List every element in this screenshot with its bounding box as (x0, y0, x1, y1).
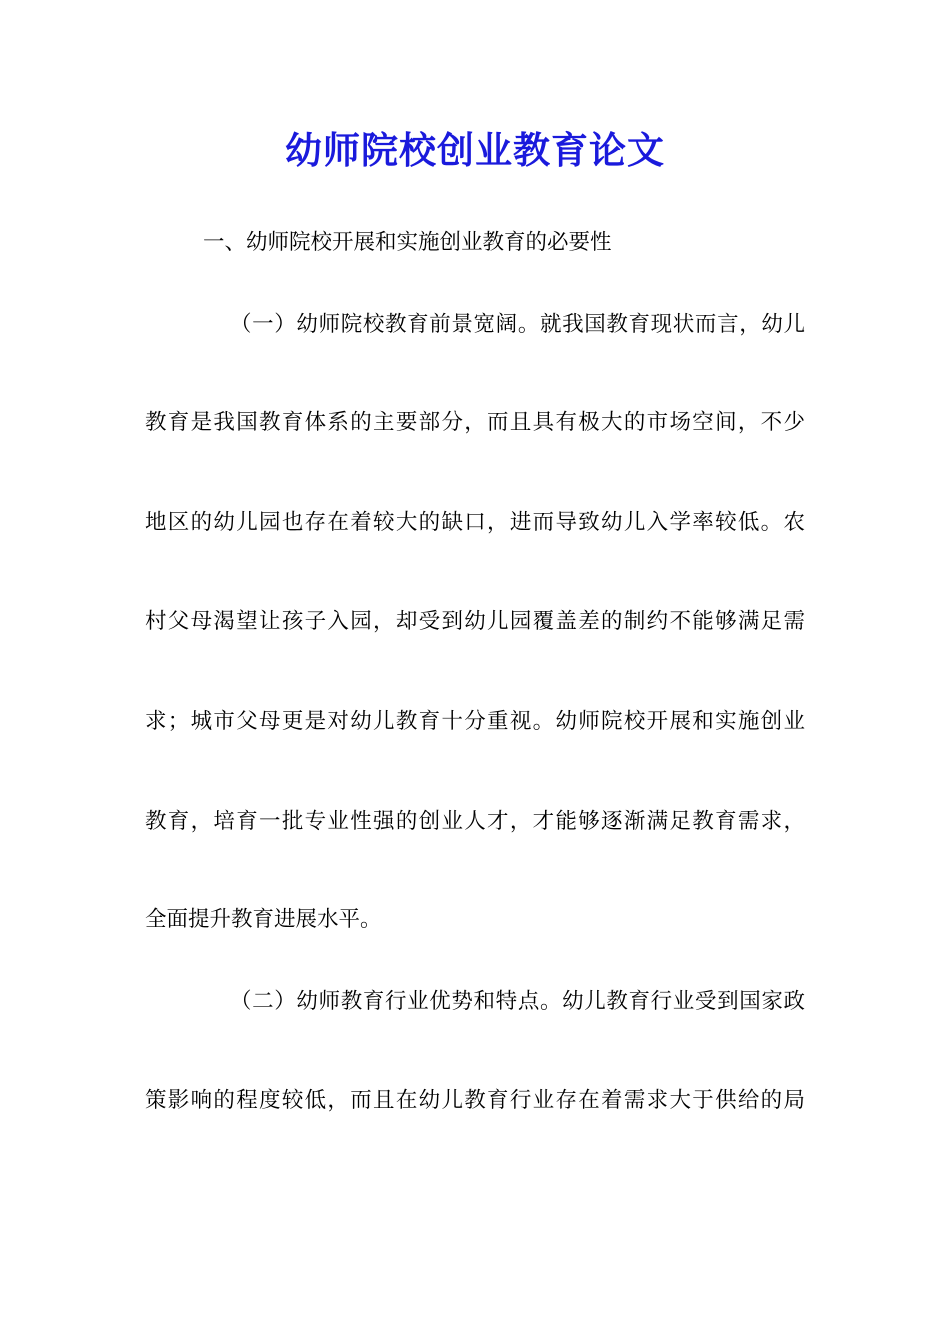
paragraph-line: 求；城市父母更是对幼儿教育十分重视。幼师院校开展和实施创业 (145, 709, 805, 734)
paragraph-line: （一）幼师院校教育前景宽阔。就我国教育现状而言，幼儿 (230, 312, 805, 337)
paragraph-line: 地区的幼儿园也存在着较大的缺口，进而导致幼儿入学率较低。农 (145, 510, 805, 535)
paragraph-line: 教育，培育一批专业性强的创业人才，才能够逐渐满足教育需求， (145, 809, 805, 834)
paragraph-line: 策影响的程度较低，而且在幼儿教育行业存在着需求大于供给的局 (145, 1088, 805, 1113)
section-heading: 一、幼师院校开展和实施创业教育的必要性 (203, 230, 612, 255)
paragraph-line: （二）幼师教育行业优势和特点。幼儿教育行业受到国家政 (230, 989, 805, 1014)
document-title: 幼师院校创业教育论文 (285, 128, 665, 172)
paragraph-line: 村父母渴望让孩子入园，却受到幼儿园覆盖差的制约不能够满足需 (145, 609, 805, 634)
paragraph-line: 全面提升教育进展水平。 (145, 907, 382, 932)
paragraph-line: 教育是我国教育体系的主要部分，而且具有极大的市场空间，不少 (145, 410, 805, 435)
